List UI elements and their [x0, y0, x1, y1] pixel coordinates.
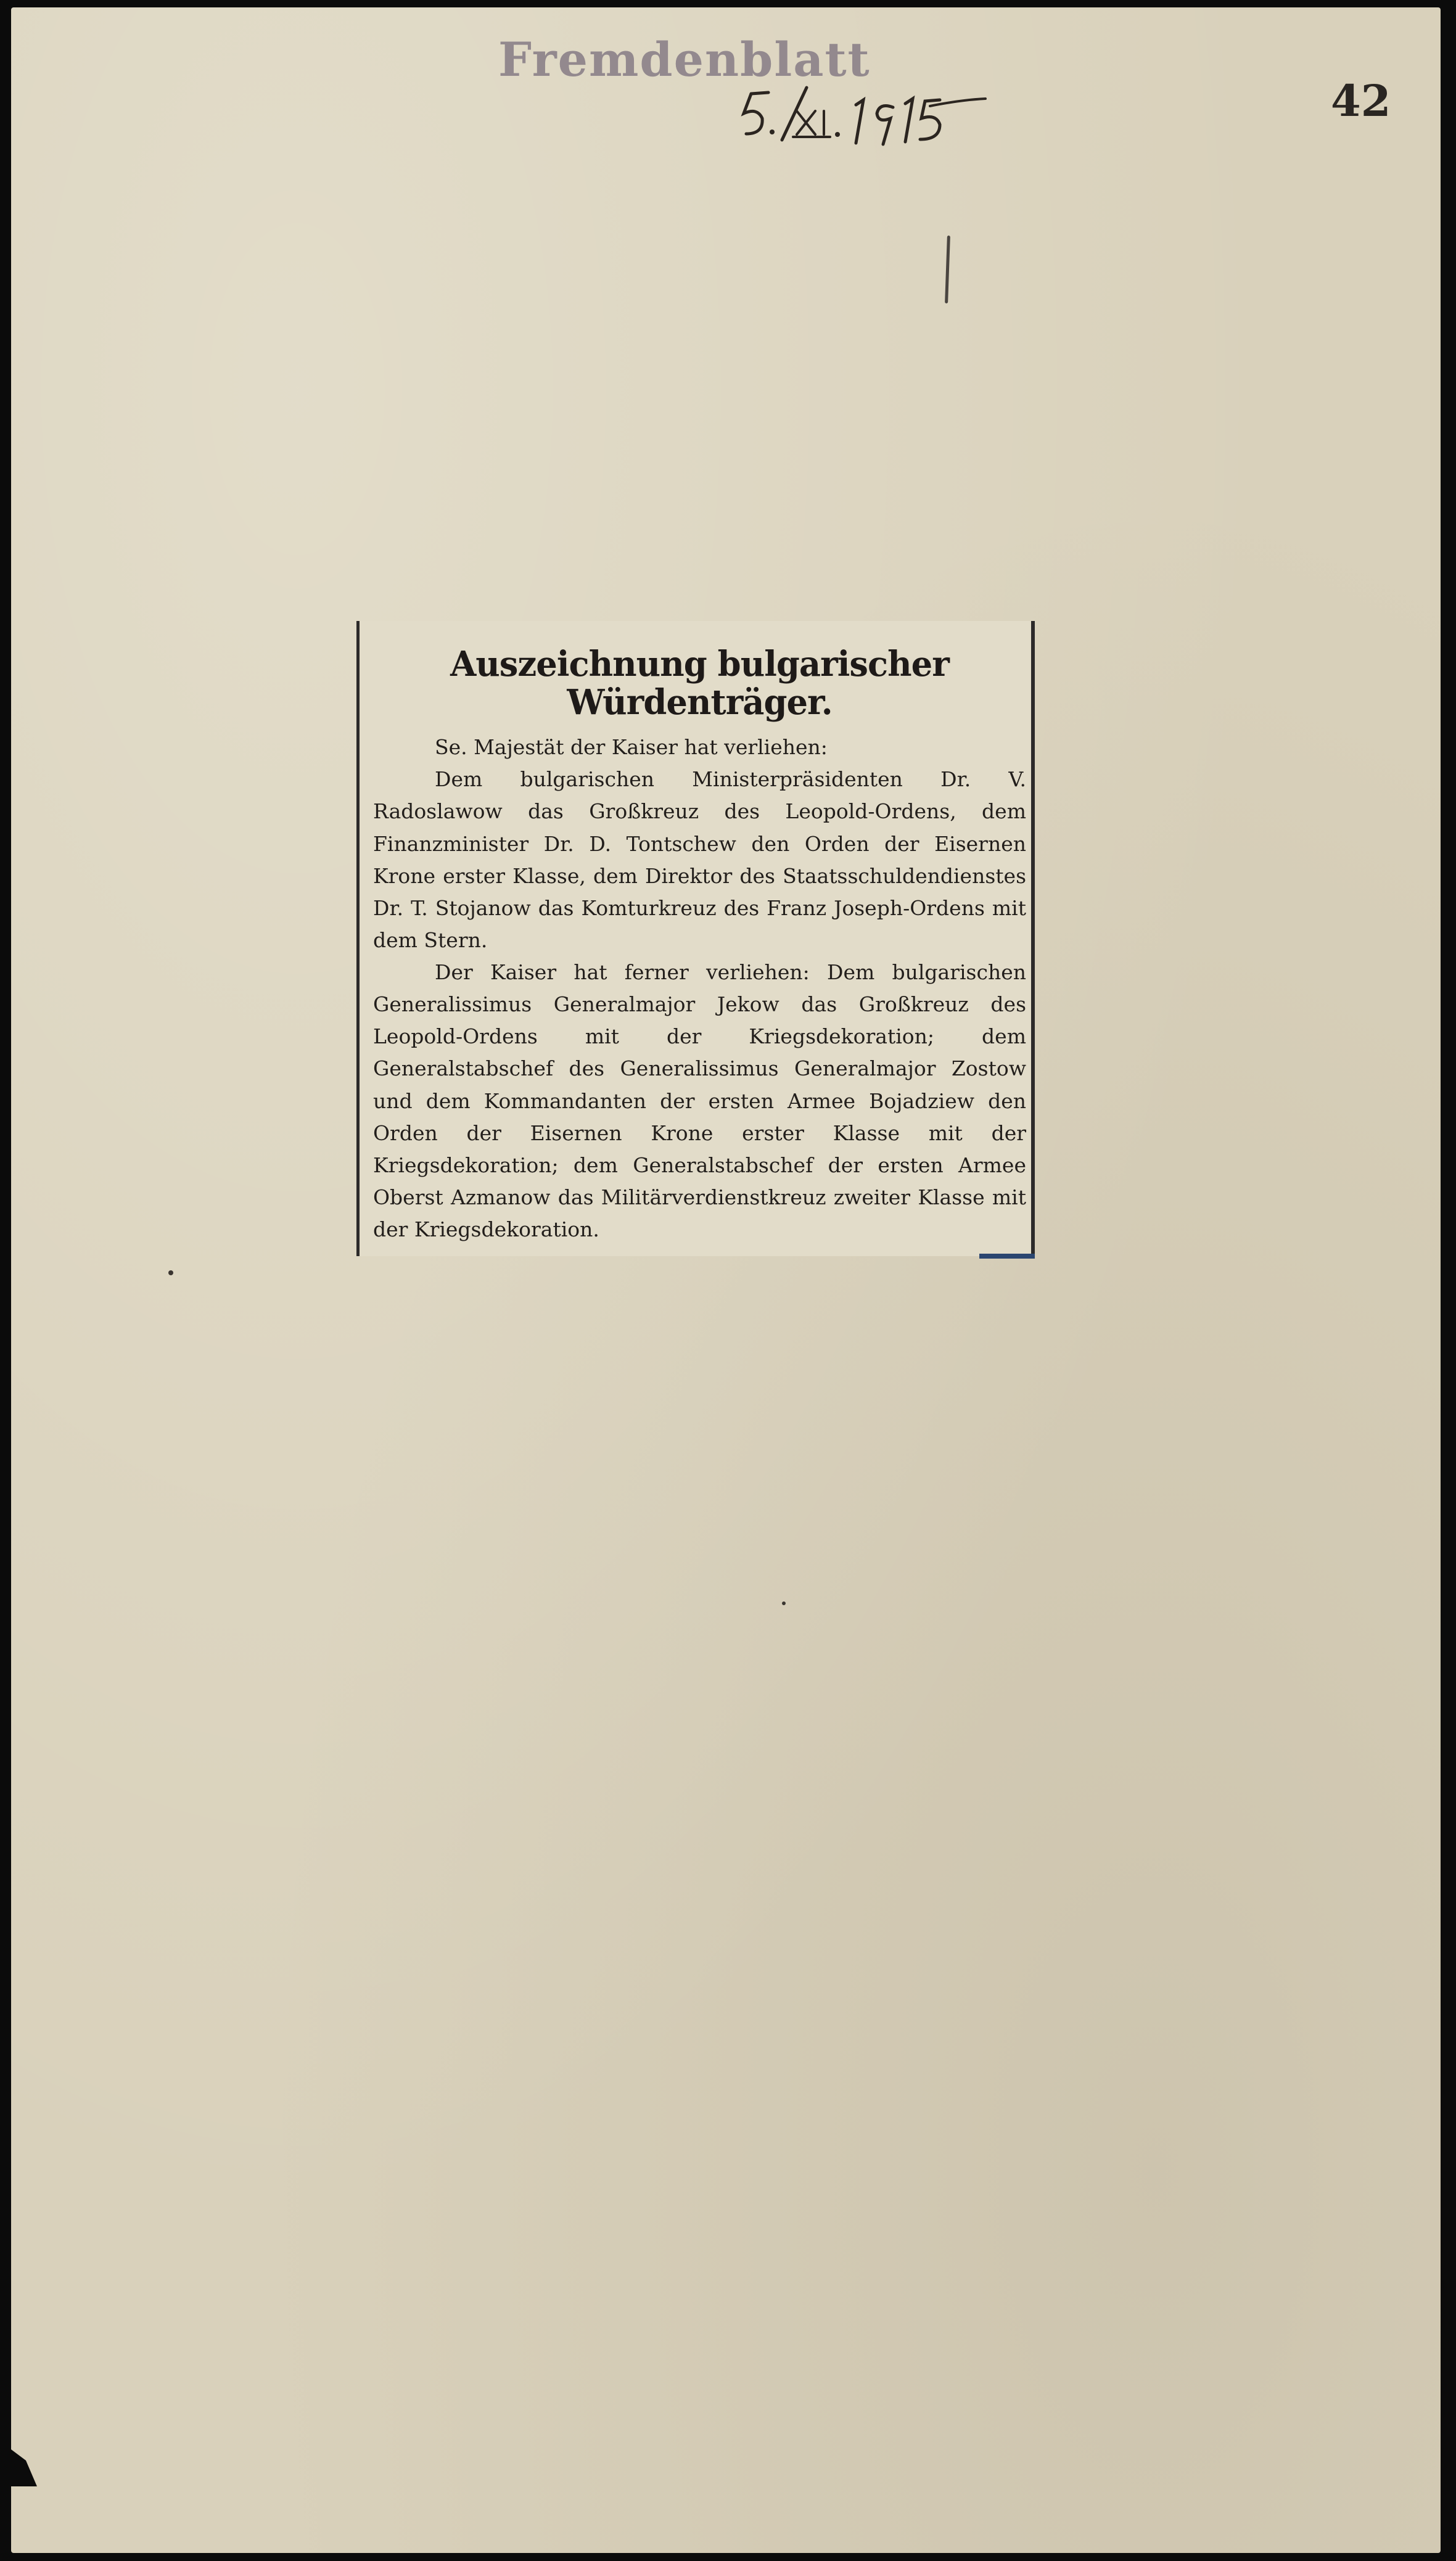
archive-sheet	[11, 7, 1441, 2553]
paper-speck	[782, 1601, 786, 1605]
torn-corner	[11, 2449, 48, 2486]
page-number: 42	[1331, 75, 1391, 126]
newspaper-clipping	[356, 621, 1035, 1256]
article-headline: Auszeichnung bulgarischer Würdenträger.	[450, 644, 949, 723]
article-paragraph: Der Kaiser hat ferner verliehen: Dem bulgarischen Generalissimus Generalmajor Jekow das Großkreuz des Leopold-Ordens mit der Kriegsdekoration; dem Generalstabschef des Generalissimus Generalmajor Zostow und dem Kommandanten der ersten Armee Bojadziew den Orden der Eisernen Krone erster Klasse mit der Kriegsdekoration; dem Generalstabschef der ersten Armee Oberst Azmanow das Militärverdienstkreuz zweiter Klasse mit der Kriegsdekoration.	[373, 960, 1026, 1242]
article-paragraph: Se. Majestät der Kaiser hat verliehen:	[435, 735, 828, 760]
article-paragraph: Dem bulgarischen Ministerpräsidenten Dr. V. Radoslawow das Großkreuz des Leopold-Ordens, dem Finanzminister Dr. D. Tontschew den Orden der Eisernen Krone erster Klasse, dem Direktor des Staatsschuldendienstes Dr. T. Stojanow das Komturkreuz des Franz Joseph-Ordens mit dem Stern.	[373, 767, 1026, 952]
pencil-mark	[945, 236, 950, 303]
article-body	[373, 731, 1026, 1246]
handwritten-date	[733, 75, 992, 149]
paper-speck	[168, 1270, 173, 1275]
newspaper-source-stamp: Fremdenblatt	[498, 32, 871, 87]
